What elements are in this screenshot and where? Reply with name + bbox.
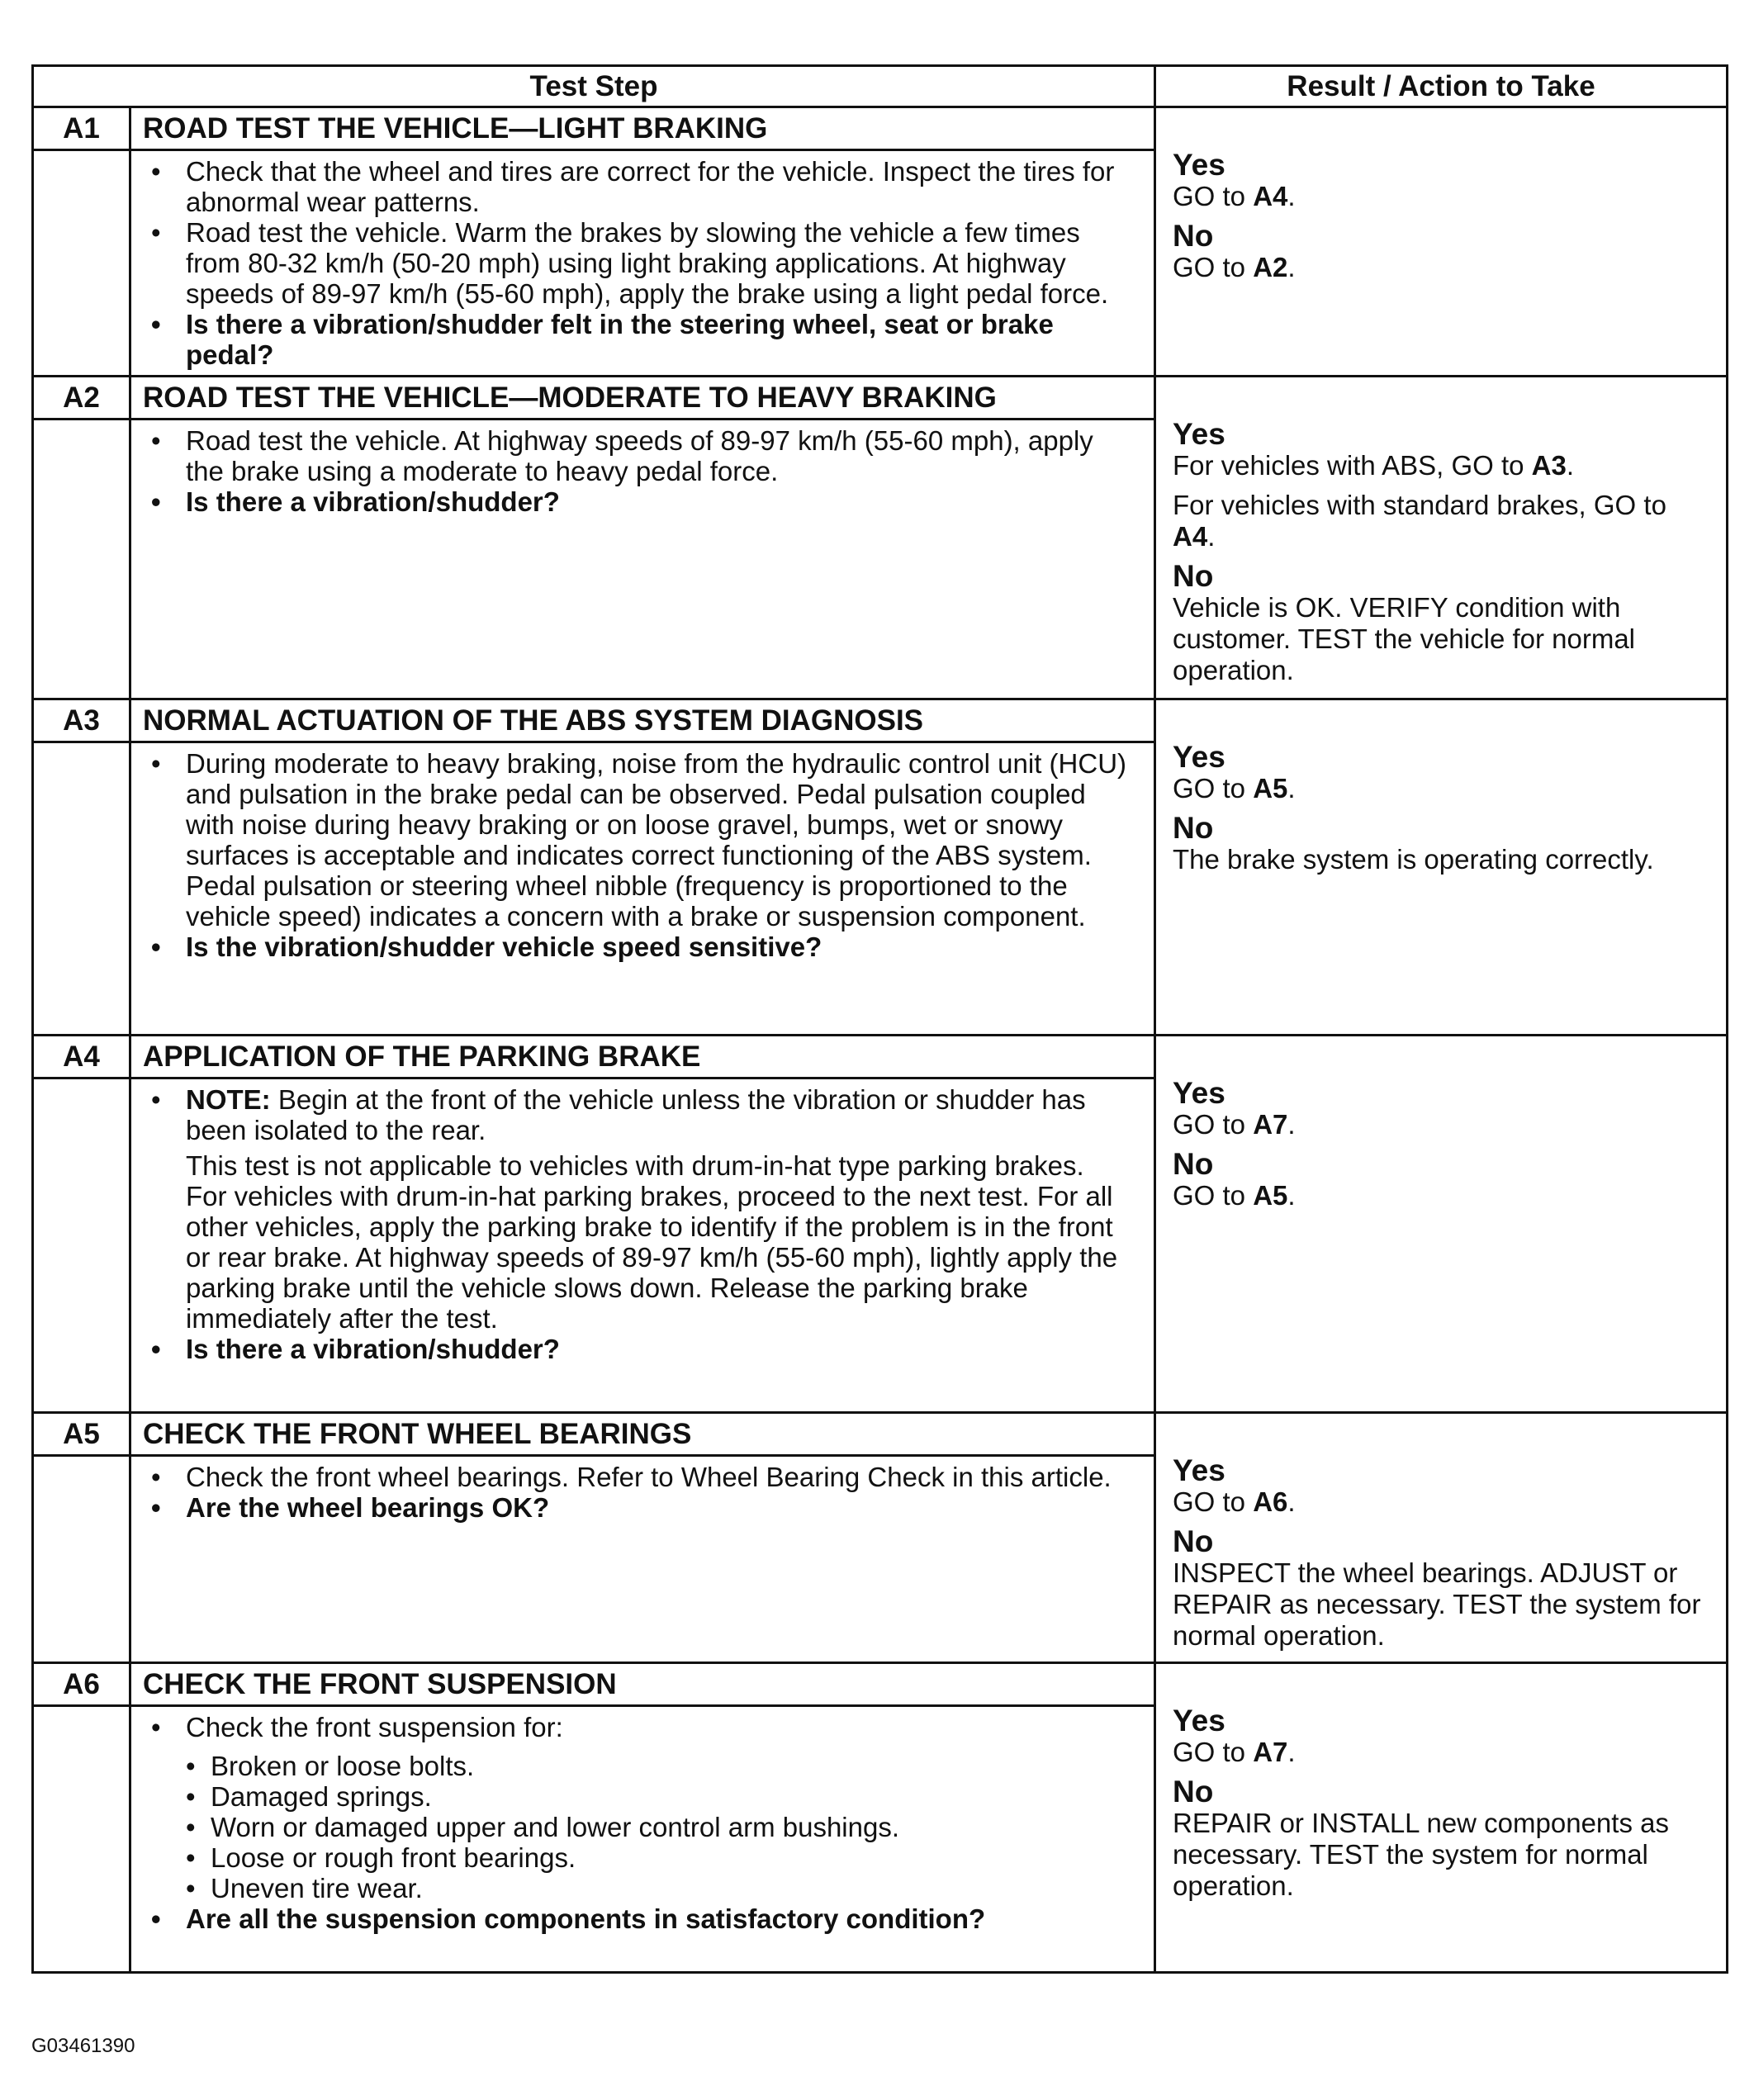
blank-cell: [33, 1078, 130, 1413]
list-item: • During moderate to heavy braking, noise from the hydraulic control unit (HCU) and pulsation in the brake pedal can be observed. Pedal pulsation coupled with noise during heavy braking or on loose gravel, bumps, wet or snowy surfaces is acceptable and indicates correct functioning of the ABS system. Pedal pulsation or steering wheel nibble (frequency is proportioned to the vehicle speed) indicates a concern with a brake or suspension component.: [131, 748, 1129, 931]
list-item: • Broken or loose bolts.: [186, 1751, 1129, 1781]
yes-action: GO to A4.: [1173, 181, 1296, 211]
list-item: • Check the front suspension for: • Broken or loose bolts. • Damaged springs. • Worn or damaged upper and lower control arm bushings. • Loose or rough front bearings. • Uneven tire wear.: [131, 1712, 1129, 1903]
step-question: • Are all the suspension components in satisfactory condition?: [131, 1903, 1129, 1934]
list-item: • Check the front wheel bearings. Refer to Wheel Bearing Check in this article.: [131, 1462, 1129, 1492]
step-result-a6: [1155, 1663, 1728, 1973]
step-content: [130, 420, 1155, 699]
step-content: [130, 150, 1155, 377]
step-content: [130, 1456, 1155, 1663]
step-question: • Is the vibration/shudder vehicle speed sensitive?: [131, 931, 1129, 962]
step-id: A2: [33, 377, 130, 420]
step-title: APPLICATION OF THE PARKING BRAKE: [130, 1036, 1155, 1078]
step-title-row-a6: [33, 1663, 1728, 1706]
no-action: GO to A5.: [1173, 1180, 1296, 1211]
step-result-a1: [1155, 107, 1728, 377]
result-header: Result / Action to Take: [1155, 66, 1728, 107]
step-content: [130, 742, 1155, 1036]
test-step-header: Test Step: [33, 66, 1155, 107]
no-label: No: [1173, 1775, 1214, 1808]
step-title-row-a4: [33, 1036, 1728, 1078]
step-id: A6: [33, 1663, 130, 1706]
blank-cell: [33, 420, 130, 699]
note-label: NOTE:: [186, 1084, 271, 1115]
yes-label: Yes: [1173, 1076, 1225, 1110]
yes-action: GO to A5.: [1173, 773, 1296, 803]
step-title-row-a1: [33, 107, 1728, 150]
step-title: ROAD TEST THE VEHICLE—MODERATE TO HEAVY BRAKING: [130, 377, 1155, 420]
step-result-a3: [1155, 699, 1728, 1036]
yes-action: GO to A7.: [1173, 1109, 1296, 1140]
no-action: GO to A2.: [1173, 252, 1296, 282]
diagnostic-table-document: [31, 64, 1726, 1974]
list-item: • Road test the vehicle. At highway speeds of 89-97 km/h (55-60 mph), apply the brake using a moderate to heavy pedal force.: [131, 425, 1129, 486]
no-label: No: [1173, 1147, 1214, 1181]
step-id: A3: [33, 699, 130, 742]
table-header-row: [33, 66, 1728, 107]
blank-cell: [33, 1706, 130, 1973]
no-label: No: [1173, 559, 1214, 593]
step-title: CHECK THE FRONT SUSPENSION: [130, 1663, 1155, 1706]
list-item: • Damaged springs.: [186, 1781, 1129, 1812]
step-title-row-a2: [33, 377, 1728, 420]
blank-cell: [33, 150, 130, 377]
blank-cell: [33, 742, 130, 1036]
step-question: • Is there a vibration/shudder felt in the steering wheel, seat or brake pedal?: [131, 309, 1129, 370]
figure-id: G03461390: [31, 2035, 135, 2057]
step-title: CHECK THE FRONT WHEEL BEARINGS: [130, 1413, 1155, 1456]
yes-label: Yes: [1173, 1704, 1225, 1737]
list-item: • Worn or damaged upper and lower control arm bushings.: [186, 1812, 1129, 1842]
yes-action-2: For vehicles with standard brakes, GO to A4.: [1173, 490, 1666, 552]
step-result-a4: [1155, 1036, 1728, 1413]
no-label: No: [1173, 1524, 1214, 1558]
step-result-a2: [1155, 377, 1728, 699]
step-content: [130, 1706, 1155, 1973]
step-title-row-a5: [33, 1413, 1728, 1456]
note-text: Begin at the front of the vehicle unless the vibration or shudder has been isolated to the rear.: [186, 1084, 1086, 1145]
yes-action: GO to A7.: [1173, 1737, 1296, 1767]
step-title: ROAD TEST THE VEHICLE—LIGHT BRAKING: [130, 107, 1155, 150]
yes-action: For vehicles with ABS, GO to A3.: [1173, 450, 1575, 481]
diagnostic-table: [31, 64, 1728, 1974]
step-content: [130, 1078, 1155, 1413]
note-paragraph: This test is not applicable to vehicles with drum-in-hat type parking brakes. For vehicles with drum-in-hat parking brakes, proceed to the next test. For all other vehicles, apply the parking brake to identify if the problem is in the front or rear brake. At highway speeds of 89-97 km/h (55-60 mph), lightly apply the parking brake until the vehicle slows down. Release the parking brake immediately after the test.: [186, 1150, 1118, 1334]
yes-label: Yes: [1173, 417, 1225, 451]
yes-label: Yes: [1173, 148, 1225, 182]
step-question: • Is there a vibration/shudder?: [131, 1334, 1129, 1364]
yes-label: Yes: [1173, 740, 1225, 774]
no-action: The brake system is operating correctly.: [1173, 844, 1654, 875]
no-label: No: [1173, 811, 1214, 845]
step-title: NORMAL ACTUATION OF THE ABS SYSTEM DIAGNOSIS: [130, 699, 1155, 742]
step-question: • Is there a vibration/shudder?: [131, 486, 1129, 517]
list-item: [131, 1084, 1129, 1334]
blank-cell: [33, 1456, 130, 1663]
no-label: No: [1173, 219, 1214, 253]
list-item: • Check that the wheel and tires are correct for the vehicle. Inspect the tires for abnormal wear patterns.: [131, 156, 1129, 217]
step-id: A4: [33, 1036, 130, 1078]
list-item: • Road test the vehicle. Warm the brakes by slowing the vehicle a few times from 80-32 km/h (50-20 mph) using light braking applications. At highway speeds of 89-97 km/h (55-60 mph), apply the brake using a light pedal force.: [131, 217, 1129, 309]
yes-label: Yes: [1173, 1453, 1225, 1487]
no-action: REPAIR or INSTALL new components as necessary. TEST the system for normal operation.: [1173, 1808, 1669, 1901]
no-action: INSPECT the wheel bearings. ADJUST or REPAIR as necessary. TEST the system for normal operation.: [1173, 1557, 1701, 1651]
step-result-a5: [1155, 1413, 1728, 1663]
step-question: • Are the wheel bearings OK?: [131, 1492, 1129, 1523]
list-item: • Loose or rough front bearings.: [186, 1842, 1129, 1873]
list-item: • Uneven tire wear.: [186, 1873, 1129, 1903]
step-id: A5: [33, 1413, 130, 1456]
yes-action: GO to A6.: [1173, 1486, 1296, 1517]
no-action: Vehicle is OK. VERIFY condition with customer. TEST the vehicle for normal operation.: [1173, 592, 1636, 685]
step-title-row-a3: [33, 699, 1728, 742]
suspension-checklist: [186, 1751, 1129, 1903]
step-id: A1: [33, 107, 130, 150]
